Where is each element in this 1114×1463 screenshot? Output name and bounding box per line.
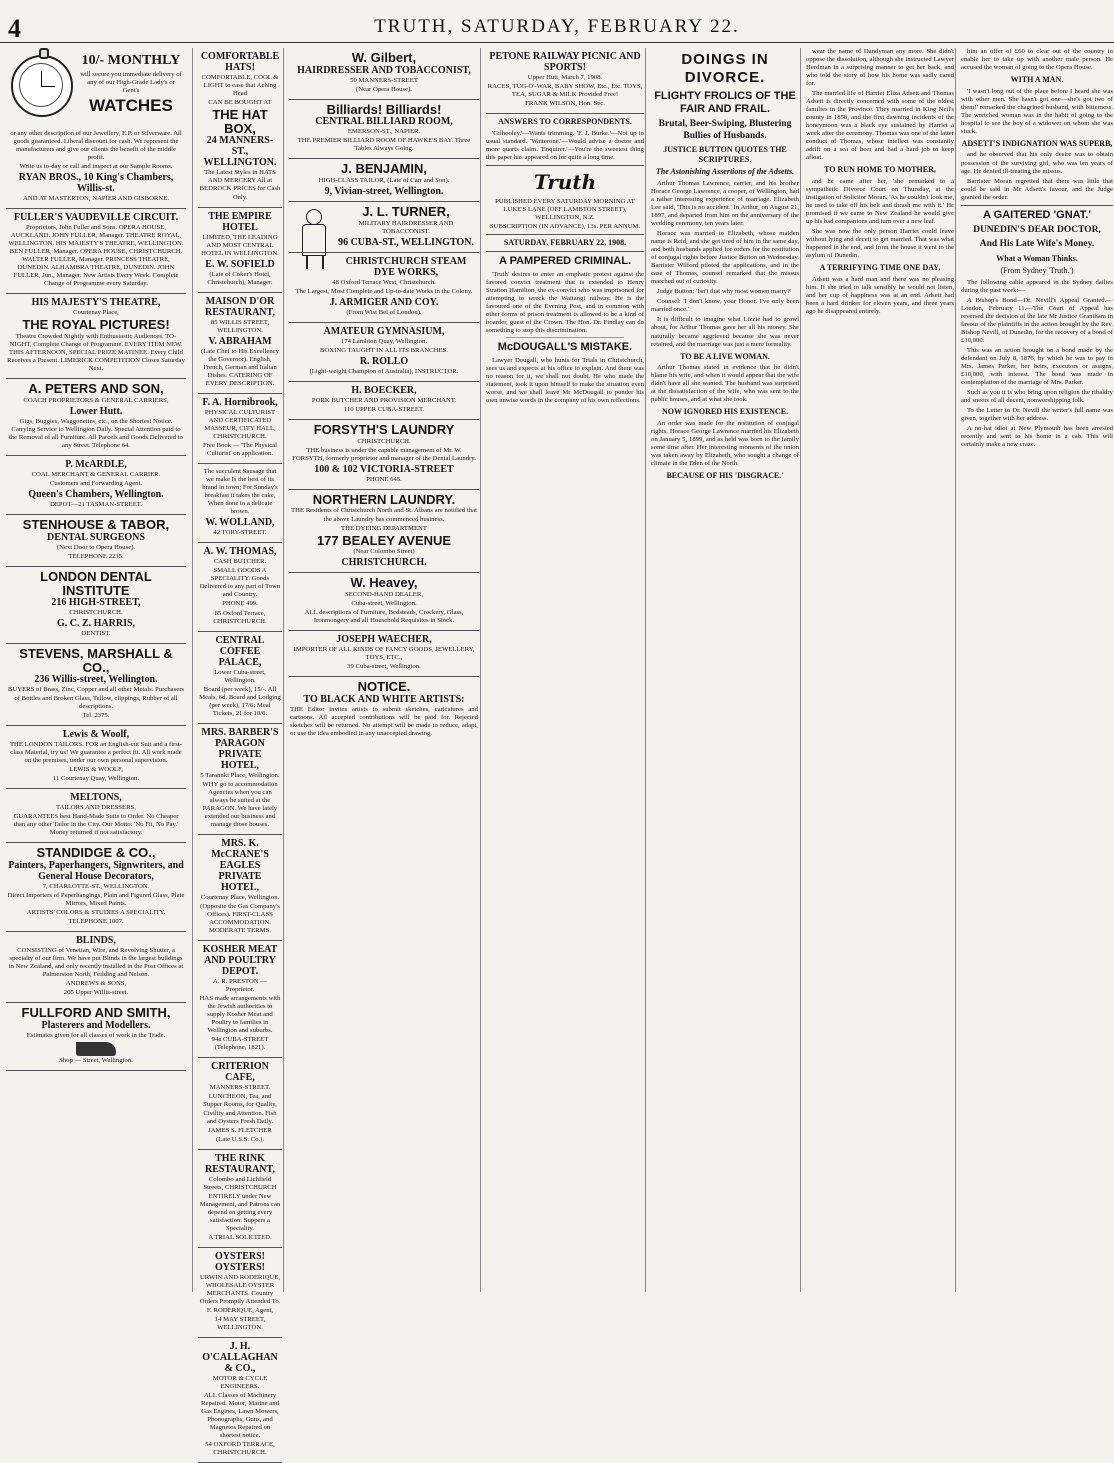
peters-title: A. PETERS AND SON, [28, 381, 164, 397]
coffee-title: CENTRAL COFFEE PALACE, [215, 634, 265, 668]
truth-logo: Truth [533, 169, 597, 194]
rink-title: THE RINK RESTAURANT, [205, 1152, 275, 1175]
meltons-body: GUARANTEES best Hand-Made Suits to Order. No Cheaper than any other Tailor in the City. Our Motto: 'No Fit, No Pay.' Money returned if not satisfactory. [13, 812, 179, 836]
weicher-sub: IMPORTER OF ALL KINDS OF FANCY GOODS, JEWELLERY, TOYS, ETC., [293, 646, 475, 662]
armiger-sub: (From Wist Bel of London). [346, 308, 422, 316]
mcardle-body: Customers and Forwarding Agent. [49, 480, 143, 488]
majesty-headline: THE ROYAL PICTURES! [22, 317, 170, 333]
weicher-title: JOSEPH WAECHER, [336, 634, 432, 645]
oysters-body: URWIN AND RODERIQUE, WHOLESALE OYSTER MERCHANTS. Country Orders Promptly Attended To. [199, 1273, 281, 1305]
thomas-ad [198, 543, 282, 631]
hats-ad [198, 48, 282, 208]
boecker-title: H. BOECKER, [351, 385, 417, 396]
dye-body: The Largest, Most Complete and Up-to-date Works in the Colony. [295, 287, 473, 295]
criterion-ad [198, 1058, 282, 1149]
empire-sub: LIMITED, THE LEADING AND MOST CENTRAL HOTEL IN WELLINGTON. [201, 233, 279, 257]
watch-product: WATCHES [89, 95, 173, 115]
gymnasium-name: R. ROLLO [359, 355, 409, 367]
billiards-name: CENTRAL BILLIARD ROOM, [315, 116, 453, 128]
billiards-title: Billiards! Billiards! [326, 101, 442, 117]
mcardle-sub: COAL MERCHANT & GENERAL CARRIER. [31, 471, 161, 479]
turner-ad [289, 202, 479, 253]
standidge-note: ARTISTS' COLORS & STUDIES A SPECIALITY. [26, 908, 166, 916]
paper-title: TRUTH, SATURDAY, FEBRUARY 22. [374, 16, 740, 37]
blinds-address: 205 Upper Willis-street. [63, 988, 129, 996]
rink-ad [198, 1150, 282, 1248]
col7-p9: To the Letter to Dr. Nevill the writer's full name was given, together with her address. [961, 407, 1113, 423]
kosher-address: 94a CUBA-STREET (Telephone, 1821). [211, 1036, 269, 1052]
petone-body: RACES, TUG-O'-WAR, BABY SHOW, Etc., Etc. TOYS, TEA, SUGAR & MILK Provided Free! [487, 83, 643, 99]
watch-footer: Write us to-day or call and inspect at our Sample Rooms. [19, 163, 173, 171]
empire-name: E. W. SOFIELD [205, 258, 275, 270]
criterion-body: LUNCHEON, Tea, and Supper Rooms, for Quality, Civility and Attention. Fish and Oysters Fresh Daily. [203, 1093, 277, 1125]
coffee-body: Board (per week), 15/-. All Meals, 6d. Board and Lodging (per week), 17/6; Meal Tickets, 21 for 10/6. [199, 685, 281, 717]
stenhouse-sub: DENTAL SURGEONS [47, 531, 145, 543]
gymnasium-body: BOXING TAUGHT IN ALL ITS BRANCHES. [320, 346, 448, 354]
col7-p8: Such as you it is who bring upon religion the ribaldry and sneers of all decent, nonworshipping folk. [961, 389, 1113, 405]
benjamin-body: HIGH-CLASS TAILOR, (Late of Carr and Son). [318, 177, 450, 185]
bealey-sub: (Near Colombo Street) [353, 548, 415, 556]
hornbrook-ad [198, 394, 282, 464]
maison-ad [198, 293, 282, 394]
standidge-phone: TELEPHONE 1007. [68, 917, 124, 925]
col7-sub1: WITH A MAN. [1010, 75, 1064, 85]
mcdougall-body: Lawyer Dougall, who hunts for Trials in Christchurch, sees us and expects at his office to explain. And there was no reason for it, we shall not doubt. He who made the statement, took it upon himself to make the situation even worse, and we shall leave Mr McDougall to ponder his own unwise words in the company of his own reflections. [486, 357, 644, 405]
gnat-source: (From Sydney 'Truth.') [1000, 266, 1074, 276]
london-dental-name: G. C. Z. HARRIS, [56, 618, 136, 630]
billiards-address: EMERSON-ST., NAPIER. [347, 128, 421, 136]
peters-street: Lower Hutt. [69, 405, 123, 417]
weicher-ad [289, 631, 479, 677]
answers-heading: ANSWERS TO CORRESPONDENTS. [498, 117, 632, 127]
lewis-title: Lewis & Woolf, [62, 728, 130, 740]
stenhouse-phone: TELEPHONE 2235. [68, 552, 124, 560]
gilbert-address: 50 MANNERS-STREET [350, 76, 418, 84]
thomas-title: A. W. THOMAS, [203, 546, 277, 558]
col6-p4: She was now the only person Harriet could leave without lying and deceit to get married. That was what happened in the end, and from the house it went to the asylum of Dunedin. [806, 228, 954, 260]
divorce-p7: An order was made for the restitution of conjugal rights. Horace George Lawrence married his Elizabeth on January 5, 1899, and as held was born to the family some time after. Her interesting moments of the union was taken away by Elizabeth, who sought a change of climate in the Eden of the North. [651, 419, 799, 468]
divorce-sub3: BECAUSE OF HIS 'DISGRACE.' [666, 471, 784, 481]
fullers-title: FULLER'S VAUDEVILLE CIRCUIT. [13, 212, 179, 224]
col7-p1: him an offer of £60 to clear out of the country to enable her to take up with another male person. He accused the woman of going to the Opera House. [961, 48, 1113, 72]
petone-ad [486, 48, 644, 114]
gilbert-title: W. Gilbert, [351, 50, 417, 65]
petone-name: FRANK WILSON, Hon. Sec. [525, 100, 605, 108]
criterion-role: (Late U.S.S. Co.). [215, 1135, 265, 1143]
majesty-ad [6, 294, 186, 379]
watch-lead: will secure you immediate delivery of any of our High-Grade Lady's or Gent's [80, 70, 182, 94]
col7-p10: A no-hat idiot at New Plymouth has been arrested recently and sent to his home in a cab. This will certainly make a new craze. [961, 425, 1113, 449]
fulford-address: Shop — Street, Wellington. [59, 1056, 133, 1064]
col7-p7: This was an action brought on a bond made by the defendant on July 8, 1876, by which he was to pay to Mrs. James Parker, her heirs, executors or assigns, £10,000, with interest. The bond was made in contemplation of the marriage of Mrs. Parker. [961, 347, 1113, 387]
stevens-address: 236 Willis-street, Wellington. [34, 674, 158, 686]
column-5 [645, 48, 799, 1292]
maison-address: 85 WILLIS STREET, WELLINGTON. [210, 318, 270, 334]
stevens-phone: Tel. 2375. [82, 711, 110, 719]
notice-ad [289, 677, 479, 743]
fullers-body: Proprietors, John Fuller and Sons. OPERA HOUSE, AUCKLAND. JOHN FULLER, Manager. THEATRE ROYAL, WELLINGTON. HIS MAJESTY'S THEATRE, WELLINGTON. BEN FULLER, Manager. OPERA HOUSE, CHRISTCHURCH. WALTER FULLER, Manager. PRINCESS THEATRE, DUNEDIN. ALHAMBRA THEATRE, DUNEDIN. JOHN FULLER, Jun., Manager. New Artists Every Week. Complete Change of Programme every Saturday. [8, 224, 184, 288]
oysters-address: 14 MAY STREET, WELLINGTON. [214, 1316, 266, 1332]
majesty-sub: Courtenay Place, [73, 309, 119, 317]
standidge-body: Direct Importers of Paperhangings, Plain and Figured Glass, Plate Mirrors, Mixed Paints. [7, 891, 185, 907]
masthead [0, 14, 1114, 43]
lewis-address: 11 Courtenay Quay, Wellington. [52, 774, 140, 782]
gilbert-ad [289, 48, 479, 100]
gymnasium-ad [289, 323, 479, 382]
divorce-p3: Judge Button: 'Isn't that why most women marry?' [657, 288, 792, 296]
peters-body: Gigs, Buggies, Waggonettes, etc., on the Shortest Notice. Carrying Service to Wellington Daily. Special Attention paid to the Removal of all Furniture. All Parcels and Goods Delivered to any Street. Telephone 64. [8, 417, 184, 450]
divorce-deck: Brutal, Beer-Swiping, Blustering Bullies of Husbands. [658, 119, 792, 141]
hats-title: COMFORTABLE HATS! [200, 51, 280, 73]
column-1 [6, 48, 186, 1292]
watch-price: 10/- MONTHLY [81, 53, 181, 68]
criterion-sub: MANNERS-STREET. [209, 1084, 271, 1092]
watch-ad [6, 48, 186, 209]
pocket-watch-icon [11, 55, 73, 117]
lewis-firm: LEWIS & WOOLF, [69, 765, 123, 773]
oysters-title: OYSTERS! OYSTERS! [214, 1250, 265, 1273]
hats-shop: THE HAT BOX, [212, 107, 268, 136]
coffee-ad [198, 632, 282, 724]
ocallaghan-ad [198, 1338, 282, 1463]
billiards-ad [289, 100, 479, 160]
gnat-headline: A GAITERED 'GNAT.' [983, 208, 1091, 221]
forsyth-ad [289, 420, 479, 490]
eagles-title: MRS. K. McCRANE'S EAGLES PRIVATE HOTEL, [211, 837, 269, 893]
coffee-sub: Lower Cuba-street, Wellington. [214, 668, 266, 684]
peters-ad [6, 379, 186, 456]
forsyth-body: THE business is under the capable management of Mr. W. FORSYTH, formerly proprietor and manager of the Dental Laundry. [292, 446, 476, 462]
thomas-sub: CASH BUTCHER. [213, 558, 267, 566]
boecker-address: 110 UPPER CUBA-STREET. [343, 406, 425, 414]
heavey-body: ALL descriptions of Furniture, Bedsteads, Crockery, Glass, Ironmongery and all Household Requisites in Stock. [304, 608, 464, 624]
standidge-title: STANDIDGE & CO., [36, 844, 156, 860]
subscription-note: SUBSCRIPTION (IN ADVANCE), 13s. PER ANNUM. [489, 222, 641, 230]
forsyth-phone: PHONE 645. [366, 475, 402, 483]
divorce-sub1: TO BE A LIVE WOMAN. [680, 351, 770, 361]
hornbrook-body: PHYSICAL CULTURIST AND CERTIFICATED MASSEUR, CITY HALL, CHRISTCHURCH. [204, 408, 276, 440]
majesty-title: HIS MAJESTY'S THEATRE, [31, 297, 161, 309]
petone-title: PETONE RAILWAY PICNIC AND SPORTS! [489, 51, 641, 73]
column-2 [192, 48, 282, 1457]
eagles-ad [198, 835, 282, 941]
lewis-ad [6, 726, 186, 789]
standidge-ad [6, 843, 186, 932]
mcardle-title: P. McARDLE, [65, 459, 127, 471]
dateline: SATURDAY, FEBRUARY 22, 1908. [503, 237, 627, 247]
divorce-adsetts-deck: The Astonishing Assertions of the Adsetts. [655, 167, 795, 177]
ocallaghan-title: J. H. O'CALLAGHAN & CO., [202, 1341, 278, 1375]
empire-title: THE EMPIRE HOTEL [208, 210, 272, 233]
ocallaghan-sub: MOTOR & CYCLE ENGINEERS. [212, 1375, 268, 1391]
northern-note: THE DYEING DEPARTMENT [341, 524, 427, 532]
stenhouse-ad [6, 515, 186, 567]
divorce-sub2: NOW IGNORED HIS EXISTENCE. [661, 407, 789, 417]
sausage-name: W. WOLLAND, [205, 517, 275, 529]
rink-note: A TRIAL SOLICITED. [208, 1233, 272, 1241]
peters-sub: COACH PROPRIETORS & GENERAL CARRIERS, [23, 396, 169, 404]
publisher-note: PUBLISHED EVERY SATURDAY MORNING AT LUKE'S LANE (OFF LAMBTON STREET), WELLINGTON, N.Z. [495, 197, 635, 221]
eagles-address: Courtenay Place, Wellington. [200, 893, 280, 901]
col7-p4: Barrister Moran regretted that there was little that could be said in Mr Adsett's favour, and the Judge granted the order. [961, 177, 1113, 201]
stevens-ad [6, 644, 186, 725]
divorce-p2: Horace was married to Elizabeth, whose maiden name is Reid, and she got tired of him in the same day, and both husbands applied for orders for the restitution of conjugal rights before Justice Button on Wednesday. Barrister Wilford piloted the applications, and in the case of Thomas, counsel remarked that the missus marched out of curiosity. [651, 230, 799, 286]
heavey-sub: SECOND-HAND DEALER, [344, 590, 424, 598]
kosher-name: A. R. PRESTON — Proprietor. [213, 978, 267, 994]
weicher-address: 39 Cuba-street, Wellington. [347, 663, 421, 671]
kosher-title: KOSHER MEAT AND POULTRY DEPOT. [202, 944, 278, 978]
empire-ad [198, 208, 282, 293]
stenhouse-title: STENHOUSE & TABOR, [22, 517, 170, 533]
standidge-address: 7, CHARLOTTE-ST., WELLINGTON. [42, 882, 150, 890]
sausage-body: The succulent Sausage that we make Is the best of its brand in town; For Sunday's breakfast it takes the cake, When done to a delicate brown. [202, 468, 278, 516]
sausage-address: 42 TORY-STREET. [213, 529, 267, 537]
eagles-body: (Opposite the Gas Company's Offices). FIRST-CLASS ACCOMMODATION. MODERATE TERMS. [200, 903, 280, 935]
divorce-p5: It is difficult to imagine what Lizzie had to growl about, for Arthur Thomas gave her all his money. She naturally became aggrieved because she was never retained, and the marriage was just a mere formality. [651, 316, 799, 348]
gnat-subheadline: DUNEDIN'S DEAR DOCTOR, [973, 224, 1101, 235]
mcdougall-heading: McDOUGALL'S MISTAKE. [497, 341, 633, 353]
gnat-deck: And His Late Wife's Money. [979, 239, 1095, 250]
dye-title: CHRISTCHURCH STEAM DYE WORKS, [345, 255, 467, 278]
stevens-title: STEVENS, MARSHALL & CO., [19, 646, 173, 675]
column-6 [800, 48, 954, 1292]
maison-title: MAISON D'OR RESTAURANT, [205, 295, 275, 318]
london-dental-role: DENTIST. [81, 630, 111, 638]
forsyth-title: FORSYTH'S LAUNDRY [313, 422, 455, 438]
divorce-p4: Counsel: 'I don't know, your Honor. I've only been married once.' [651, 298, 799, 314]
watch-firm: RYAN BROS., 10 King's Chambers, Willis-st. [18, 172, 174, 195]
blinds-firm: ANDREWS & SONS, [65, 979, 127, 987]
page-number: 4 [8, 14, 21, 43]
london-dental-title: LONDON DENTAL INSTITUTE [40, 568, 152, 598]
turner-address: 96 CUBA-ST., WELLINGTON. [338, 236, 474, 248]
billiards-body: THE PREMIER BILLIARD ROOM OF HAWKE'S BAY. Three Tables Always Going. [297, 137, 471, 153]
heavey-address: Cuba-street, Wellington. [351, 599, 417, 607]
divorce-justice-deck: JUSTICE BUTTON QUOTES THE SCRIPTURES. [663, 145, 787, 164]
mcardle-street: DEPOT—21 TASMAN-STREET. [49, 501, 143, 509]
empire-role: (Late of Coker's Hotel, Christchurch), Manager. [207, 270, 273, 286]
hats-sub: COMFORTABLE, COOL & LIGHT to ease that Aching Head [201, 74, 279, 98]
col6-sub2: A TERRIFYING TIME ONE DAY, [819, 263, 941, 273]
thomas-address: 85 Oxford Terrace, CHRISTCHURCH. [213, 609, 267, 625]
london-dental-city: CHRISTCHURCH. [69, 609, 123, 617]
divorce-subheadline: FLIGHTY FROLICS OF THE FAIR AND FRAIL. [654, 90, 796, 116]
col6-p3: and he came after her, 'she remarked to a sympathetic Divorce Court on Thursday, at the instigation of Solicitor Moran. 'As he couldn't look me, he used to take off his belt and thrash me with it.' He promised if we came to New Zealand he would give up his bad companions and turn over a new leaf. [806, 178, 954, 226]
heavey-ad [289, 573, 479, 631]
divorce-p1: Arthur Thomas Lawrence, carrier, and his brother Horace George Lawrence, a cooper, of Wellington, had a rather interesting experience of marriage. Elizabeth Lee said, 'This is no accident.' In Arthur, on August 21, 1897, and departed from him on the anniversary of the wedding ceremony, ten years later. [651, 179, 799, 228]
paragon-title: MRS. BARBER'S PARAGON PRIVATE HOTEL, [201, 726, 279, 771]
answers-body: 'Gilhooley.'—Wants trimming. 'F. J. Burke.'—Not up to usual standard. 'Waiterone.'—Would advise a doctor and more quarts claim. 'Enquirer.'—You're the sweetest thing this paper has appeared on for quite a long time. [486, 129, 644, 161]
paragon-address: 5 Tarannki Place, Wellington. [200, 771, 280, 779]
majesty-body: Theatre Crowded Nightly with Enthusiastic Audiences. TO-NIGHT, Complete Change of Programme. EVERY ITEM NEW. THIS AFTERNOON, SPECIAL PRIZE MATINEE. Every Child Receives a Present. LIMERICK COMPETITION Closes Saturday Next. [7, 333, 185, 373]
bealey-title: 177 BEALEY AVENUE [316, 532, 452, 548]
gilbert-note: (Near Opera House). [356, 85, 412, 93]
column-3 [283, 48, 479, 1292]
mcardle-ad [6, 456, 186, 515]
london-dental-ad [6, 567, 186, 644]
col7-p6: A Bishop's Bond—Dr. Nevill's Appeal Granted.—London, February 11.—The Court of Appeal has reversed the decision of the late Mr Justice Grantham in favour of the plaintiffs in the action brought by the Rev. Bishop Nevill, of Dunedin, for the recovery of a bond of £10,000. [961, 296, 1113, 345]
stenhouse-body: (Next Door to Opera House). [56, 543, 136, 551]
benjamin-address: 9, Vivian-street, Wellington. [324, 186, 444, 198]
col7-sub2: ADSETT'S INDIGNATION WAS SUPERB, [961, 138, 1113, 148]
sausage-ad [198, 464, 282, 543]
watch-body: or any other description of our Jewellery, E.P. or Silverware. All goods guaranteed. Liberal discount for cash. We represent the manufacturers and give our clients the benefit of the middle profit. [10, 130, 182, 162]
col7-p2: 'I wasn't long out of the place before I heard she was with other men. She hasn't got one—she's got two of them!' remarked the chagrined husband, with bitterness. The wretched woman was in the habit of going to the hospital to see the boy of a widower on whom she was stuck. [961, 87, 1113, 135]
kosher-body: HAS made arrangements with the Jewish authorities to supply Kosher Meat and Poultry to families in Wellington and suburbs. [199, 995, 281, 1035]
hornbrook-title: F. A. Hornibrook, [202, 396, 278, 408]
fulford-ad [6, 1003, 186, 1071]
fullers-ad [6, 209, 186, 294]
pampered-heading: A PAMPERED CRIMINAL. [499, 254, 631, 267]
hats-lead: CAN BE BOUGHT AT [208, 99, 272, 107]
maison-name: V. ABRAHAM [208, 335, 272, 347]
hand-pointer-icon [76, 1042, 116, 1056]
gilbert-sub: HAIRDRESSER AND TOBACCONIST, [297, 64, 471, 76]
stevens-body: BUYERS of Brass, Zinc, Copper and all other Metals. Purchasers of Bottles and Broken Glass, Tallow, clippings, Rubber of all descriptions. [7, 686, 185, 710]
benjamin-ad [289, 159, 479, 202]
col6-p2: The married life of Harriet Eliza Adsett and Thomas Adsett is directly concerned with some of the oldest families in the Province. They married in King Neil's county in 1858, and the first dawning incidents of the honeymoon was a black eye sustained by Harriet a week after the ceremony. Thomas was one of the latter conduct of Thomas, whose intellect was constantly adrift on a sea of beer and had a hard job to keep afloat. [806, 90, 954, 162]
fulford-body: Estimates given for all classes of work in the Trade. [26, 1031, 166, 1039]
boecker-sub: PORK BUTCHER AND PROVISION MERCHANT. [311, 397, 457, 404]
criterion-title: CRITERION CAFE, [211, 1061, 269, 1084]
col7-p5: The following cable appeared in the Sydney dailies during the past week:— [961, 278, 1113, 294]
mcardle-address: Queen's Chambers, Wellington. [28, 489, 164, 501]
hats-body: The Latest Styles in HATS AND MERCERY All at BEDROCK PRICES for Cash Only. [199, 169, 281, 201]
northern-body: THE Residents of Christchurch North and St. Albans are notified that the above Laundry has commenced business. [291, 507, 477, 523]
paragon-ad [198, 724, 282, 835]
divorce-headline: DOINGS IN DIVORCE. [681, 51, 769, 86]
watch-address: AND AT MASTERTON, NAPIER AND GISBORNE. [23, 195, 169, 203]
paragon-body: WHY go to accommodation Agencies when you can always be suited at the PARAGON. We have lately extended our business and manage those houses. [202, 780, 278, 828]
turner-sub: MILITARY HAIRDRESSER AND TOBACCONIST. [358, 219, 454, 235]
benjamin-title: J. BENJAMIN, [341, 161, 427, 177]
notice-sub: TO BLACK AND WHITE ARTISTS: [303, 693, 465, 705]
rink-sub: Colombo and Lichfield Streets, CHRISTCHURCH [203, 1175, 277, 1191]
northern-title: NORTHERN LAUNDRY. [312, 491, 456, 507]
maison-body: (Late Chef to His Excellency the Governor). English, French, German and Italian Dishes. CATERING OF EVERY DESCRIPTION. [201, 347, 279, 387]
fulford-sub: Plasterers and Modellers. [41, 1019, 151, 1031]
soldier-illustration [294, 209, 334, 269]
column-4 [480, 48, 644, 1292]
armiger-title: J. ARMIGER AND COY. [329, 296, 439, 308]
col7-p3: and he observed that his only desire was to obtain possession of the surviving girl, who was ten years of age. He denied ill-treating the missus. [961, 151, 1113, 175]
petone-sub: Upper Hutt, March 7, 1908. [527, 74, 603, 81]
hornbrook-note: Free Book — 'The Physical Culturist' on application. [202, 442, 277, 458]
meltons-ad [6, 789, 186, 843]
northern-ad [289, 490, 479, 573]
gymnasium-address: 174 Lambton Quay, Wellington. [340, 337, 427, 345]
ocallaghan-body: ALL Classes of Machinery Repaired. Motor, Marine and Gas Engines, Lawn Mowers, Phonographs, Guns, and Magnetos Repaired on shortest notice. [201, 1392, 279, 1440]
col6-p1: wear the name of Dandyman any more. She didn't oppose the dissolution, although she instructed Lawyer Herdman in a surprising manner to get her back, and who told the story of how his home was sadly cared for. [806, 48, 954, 88]
dye-address: 48 Oxford Terrace West, Christchurch. [332, 278, 436, 286]
gymnasium-role: (Light-weight Champion of Australia), INSTRUCTOR. [309, 367, 459, 375]
rink-body: ENTIRELY under New Management, and Patrons can depend on getting every satisfaction. Suppers a Speciality. [199, 1192, 281, 1232]
turner-title: J. L. TURNER, [362, 204, 450, 220]
col6-sub1: TO RUN HOME TO MOTHER, [824, 165, 936, 175]
oysters-name: F. RODERIQUE, Agent, [206, 1307, 274, 1314]
heavey-title: W. Heavey, [350, 575, 418, 591]
hats-address: 24 MANNERS-ST., WELLINGTON. [203, 135, 277, 169]
ocallaghan-address: 54 OXFORD TERRACE, CHRISTCHURCH. [205, 1441, 275, 1457]
lewis-body: THE LONDON TAILORS. FOR an English-cut Suit and a first-class Material, try us! We guarantee a perfect fit. All work made on the premises, under our own personal supervision. [9, 740, 183, 764]
meltons-sub: TAILORS AND DRESSERS, [56, 803, 136, 811]
london-dental-address: 216 HIGH-STREET, [51, 597, 141, 609]
meltons-title: MELTONS, [70, 791, 122, 803]
blinds-ad [6, 932, 186, 1003]
forsyth-address: 100 & 102 VICTORIA-STREET [314, 463, 454, 475]
fulford-title: FULLFORD AND SMITH, [21, 1004, 171, 1020]
blinds-title: BLINDS, [76, 934, 116, 946]
standidge-sub: Painters, Paperhangers, Signwriters, and General House Decorators, [8, 859, 184, 882]
pampered-body: 'Truth' desires to enter an emphatic protest against the favored convict treatment that is extended to Henry Stratton Hamilton, the ex-convict who was imprisoned for attempting to wreck the Waitangi railway. He is the favoured one of the Evening Post, and in common with other forms of prison treatment is allowed to be a kind of boarder, guest of the Crown. The Hon. Dr. Findlay can do something to stop this discrimination. [486, 270, 644, 334]
boecker-ad [289, 382, 479, 420]
oysters-ad [198, 1248, 282, 1338]
col6-p5: Adsett was a hard man and there was no pleasing him. If she tried to talk sensibly he would not listen, and her cup of happiness was at an end. Adsett had been a hard drinker for eleven years, and three years ago he disappeared entirely. [806, 275, 954, 316]
forsyth-sub: CHRISTCHURCH. [357, 437, 411, 445]
blinds-body: CONSISTING of Venetian, Wire, and Revolving Shutter, a specialty of our firm. We have put Blinds in the largest buildings in New Zealand, and only recently installed in the Post Offices at Palmerston North, Feilding and Nelson. [8, 946, 184, 978]
criterion-name: JAMES S. FLETCHER [208, 1126, 272, 1134]
notice-body: THE Editor invites artists to submit sketches, caricatures and cartoons. All accepted contributions will be paid for. Rejected sketches will be returned. No attempt will be made to reduce, adapt, or use the idea embodied in any unaccepted drawing. [290, 705, 478, 737]
gymnasium-title: AMATEUR GYMNASIUM, [323, 325, 445, 337]
bealey-city: CHRISTCHURCH. [341, 557, 427, 569]
gnat-deck2: What a Woman Thinks. [996, 253, 1078, 263]
column-7 [955, 48, 1113, 1292]
thomas-phone: PHONE 499. [222, 600, 258, 608]
divorce-p6: Arthur Thomas stated in evidence that he didn't blame his wife, and when it would appear that the wife didn't have all she wanted. The husband was surprised at the dissatisfaction of the wife, who was sent to the public houses, and at what she took. [651, 364, 799, 404]
kosher-ad [198, 941, 282, 1058]
thomas-body: SMALL GOODS A SPECIALITY. Goods Delivered to any part of Town and Country. [199, 567, 281, 599]
notice-title: NOTICE. [357, 679, 411, 695]
